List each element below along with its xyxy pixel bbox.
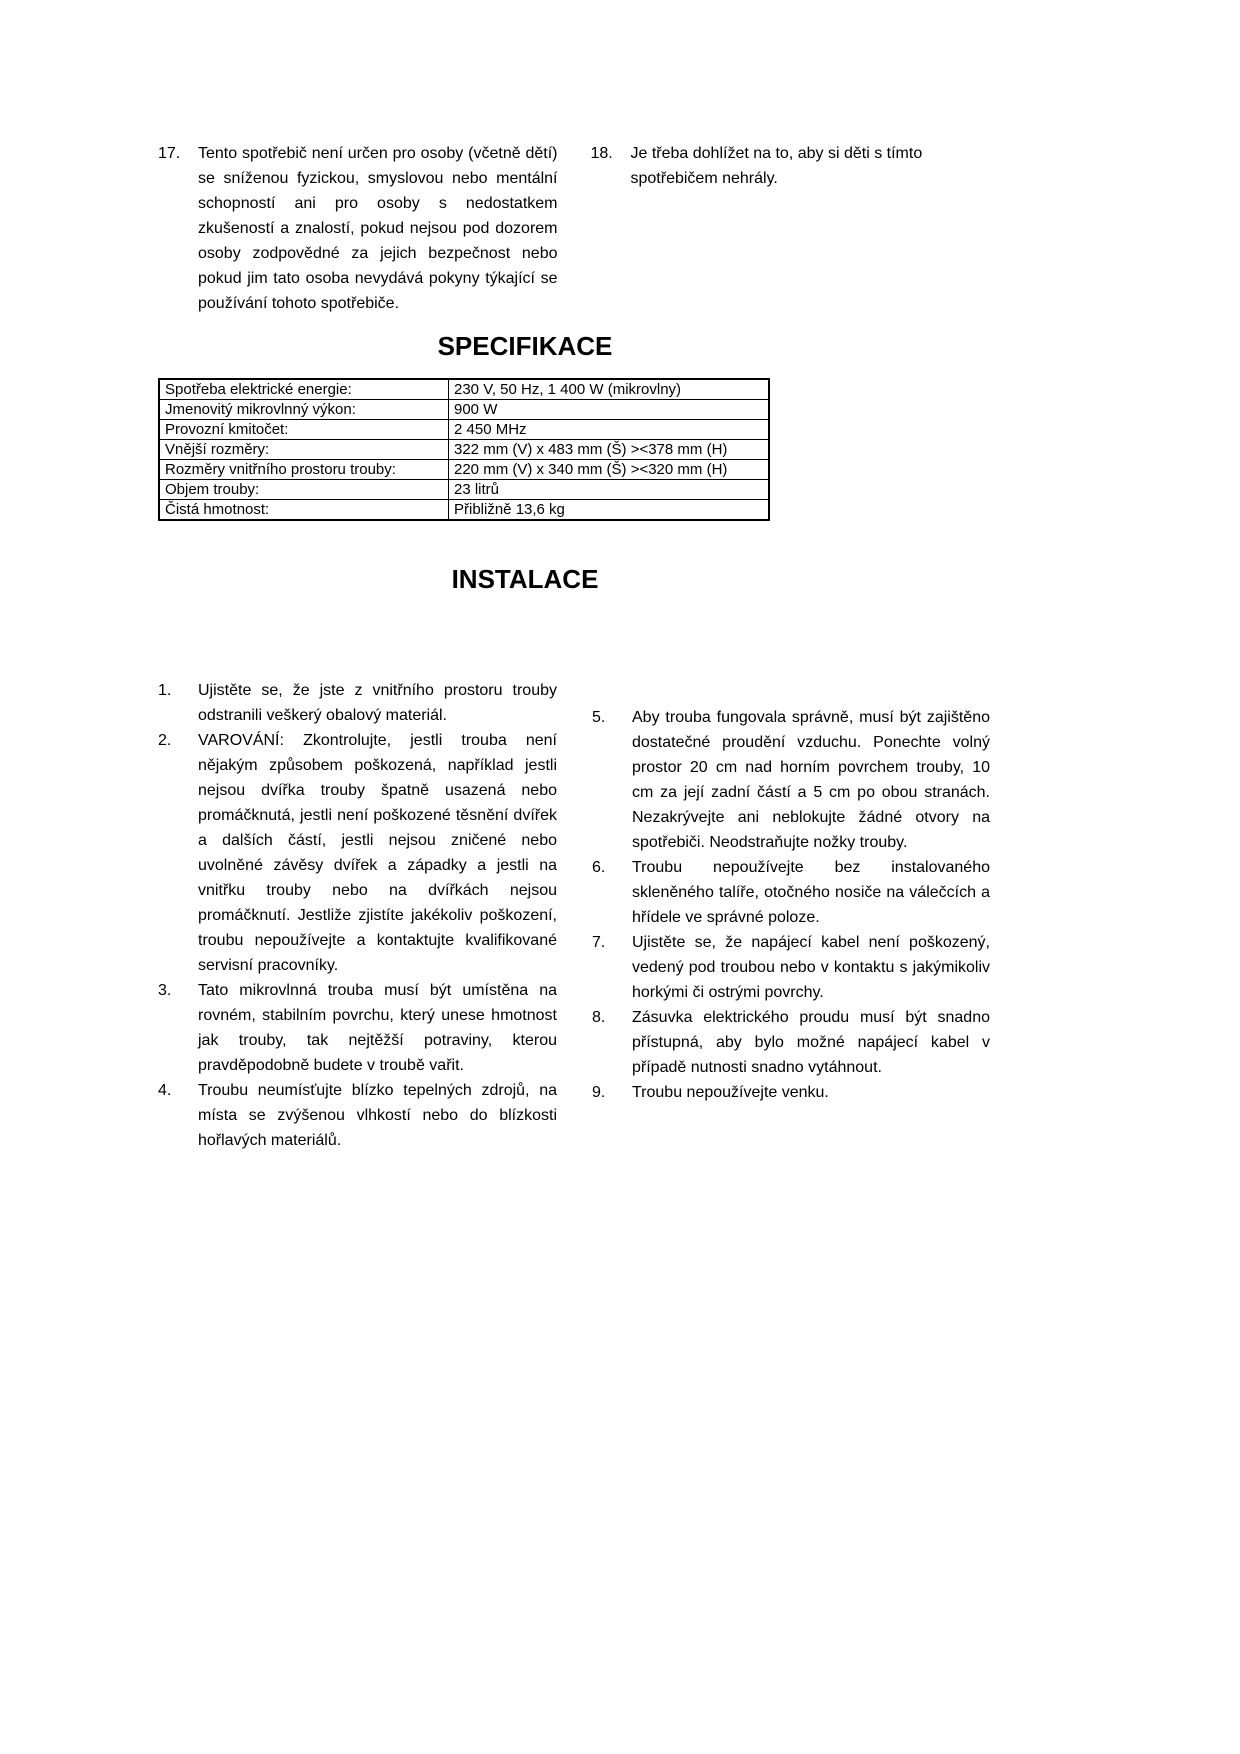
spec-row xyxy=(159,400,769,420)
item-number: 3. xyxy=(158,982,172,999)
item-text: Ujistěte se, že jste z vnitřního prostoru trouby odstranili veškerý obalový materiál. xyxy=(198,682,557,724)
install-item-4 xyxy=(158,1078,557,1153)
spec-value: Přibližně 13,6 kg xyxy=(449,500,770,521)
install-item-7 xyxy=(592,930,990,1005)
spec-value: 220 mm (V) x 340 mm (Š) ><320 mm (H) xyxy=(449,460,770,480)
install-item-3 xyxy=(158,978,557,1078)
install-item-9 xyxy=(592,1080,990,1105)
spec-label: Čistá hmotnost: xyxy=(159,500,449,521)
item-text: Je třeba dohlížet na to, aby si děti s tímto spotřebičem nehrály. xyxy=(630,145,923,187)
item-text: Zásuvka elektrického proudu musí být snadno přístupná, aby bylo možné napájecí kabel v případě nutnosti snadno vytáhnout. xyxy=(632,1009,990,1076)
spec-row xyxy=(159,379,769,400)
installation-list-left xyxy=(158,678,557,1153)
spec-label: Provozní kmitočet: xyxy=(159,420,449,440)
item-number: 6. xyxy=(592,859,606,876)
item-text: Aby trouba fungovala správně, musí být zajištěno dostatečné proudění vzduchu. Ponechte volný prostor 20 cm nad horním povrchem trouby, 10 cm za její zadní částí a 5 cm po obou stranách. Nezakrývejte ani neblokujte žádné otvory na spotřebiči. Neodstraňujte nožky trouby. xyxy=(632,709,990,851)
section-title-instalace: INSTALACE xyxy=(451,564,599,594)
spec-value: 322 mm (V) x 483 mm (Š) ><378 mm (H) xyxy=(449,440,770,460)
item-text: Tato mikrovlnná trouba musí být umístěna na rovném, stabilním povrchu, který unese hmotnost jak trouby, tak nejtěžší potraviny, kterou pravděpodobně budete v troubě vařit. xyxy=(198,982,557,1074)
item-text: Troubu nepoužívejte venku. xyxy=(632,1084,829,1101)
item-text: Troubu neumísťujte blízko tepelných zdrojů, na místa se zvýšenou vlhkostí nebo do blízkosti hořlavých materiálů. xyxy=(198,1082,557,1149)
install-item-2 xyxy=(158,728,557,978)
item-number: 4. xyxy=(158,1082,172,1099)
install-item-6 xyxy=(592,855,990,930)
spec-row xyxy=(159,460,769,480)
item-number: 18. xyxy=(590,145,613,162)
spec-label: Spotřeba elektrické energie: xyxy=(159,379,449,400)
spec-value: 230 V, 50 Hz, 1 400 W (mikrovlny) xyxy=(449,379,770,400)
item-number: 17. xyxy=(158,145,181,162)
install-item-5 xyxy=(592,705,990,855)
item-number: 7. xyxy=(592,934,606,951)
safety-item-18 xyxy=(591,141,991,316)
item-text: Tento spotřebič není určen pro osoby (včetně dětí) se sníženou fyzickou, smyslovou nebo mentální schopností ani pro osoby s nedostatkem zkušeností a znalostí, pokud nejsou pod dozorem osoby zodpovědné za jejich bezpečnost nebo pokud jim tato osoba nevydává pokyny týkající se používání tohoto spotřebiče. xyxy=(198,145,558,312)
install-item-1 xyxy=(158,678,557,728)
spec-value: 900 W xyxy=(449,400,770,420)
spec-value: 23 litrů xyxy=(449,480,770,500)
safety-item-17 xyxy=(158,141,558,316)
safety-items-section xyxy=(158,141,990,316)
installation-list-right xyxy=(592,705,990,1105)
spec-label: Jmenovitý mikrovlnný výkon: xyxy=(159,400,449,420)
item-number: 8. xyxy=(592,1009,606,1026)
install-item-8 xyxy=(592,1005,990,1080)
item-number: 1. xyxy=(158,682,172,699)
item-number: 5. xyxy=(592,709,606,726)
spec-row xyxy=(159,420,769,440)
spec-label: Vnější rozměry: xyxy=(159,440,449,460)
spec-row xyxy=(159,500,769,521)
item-number: 9. xyxy=(592,1084,606,1101)
item-text: Troubu nepoužívejte bez instalovaného skleněného talíře, otočného nosiče na válečcích a hřídele ve správné poloze. xyxy=(632,859,990,926)
spec-row xyxy=(159,480,769,500)
spec-row xyxy=(159,440,769,460)
spec-value: 2 450 MHz xyxy=(449,420,770,440)
spec-table xyxy=(158,378,770,521)
item-text: Ujistěte se, že napájecí kabel není poškozený, vedený pod troubou nebo v kontaktu s jakýmikoliv horkými či ostrými povrchy. xyxy=(632,934,990,1001)
item-number: 2. xyxy=(158,732,172,749)
section-title-specifikace: SPECIFIKACE xyxy=(437,331,613,361)
item-text: VAROVÁNÍ: Zkontrolujte, jestli trouba není nějakým způsobem poškozená, například jestli nejsou dvířka trouby špatně usazená nebo promáčknutá, jestli není poškozené těsnění dvířek a dalších částí, jestli nejsou zničené nebo uvolněné závěsy dvířek a západky a jestli na vnitřku trouby nebo na dvířkách nejsou promáčknutí. Jestliže zjistíte jakékoliv poškození, troubu nepoužívejte a kontaktujte kvalifikované servisní pracovníky. xyxy=(198,732,557,974)
spec-label: Objem trouby: xyxy=(159,480,449,500)
spec-label: Rozměry vnitřního prostoru trouby: xyxy=(159,460,449,480)
